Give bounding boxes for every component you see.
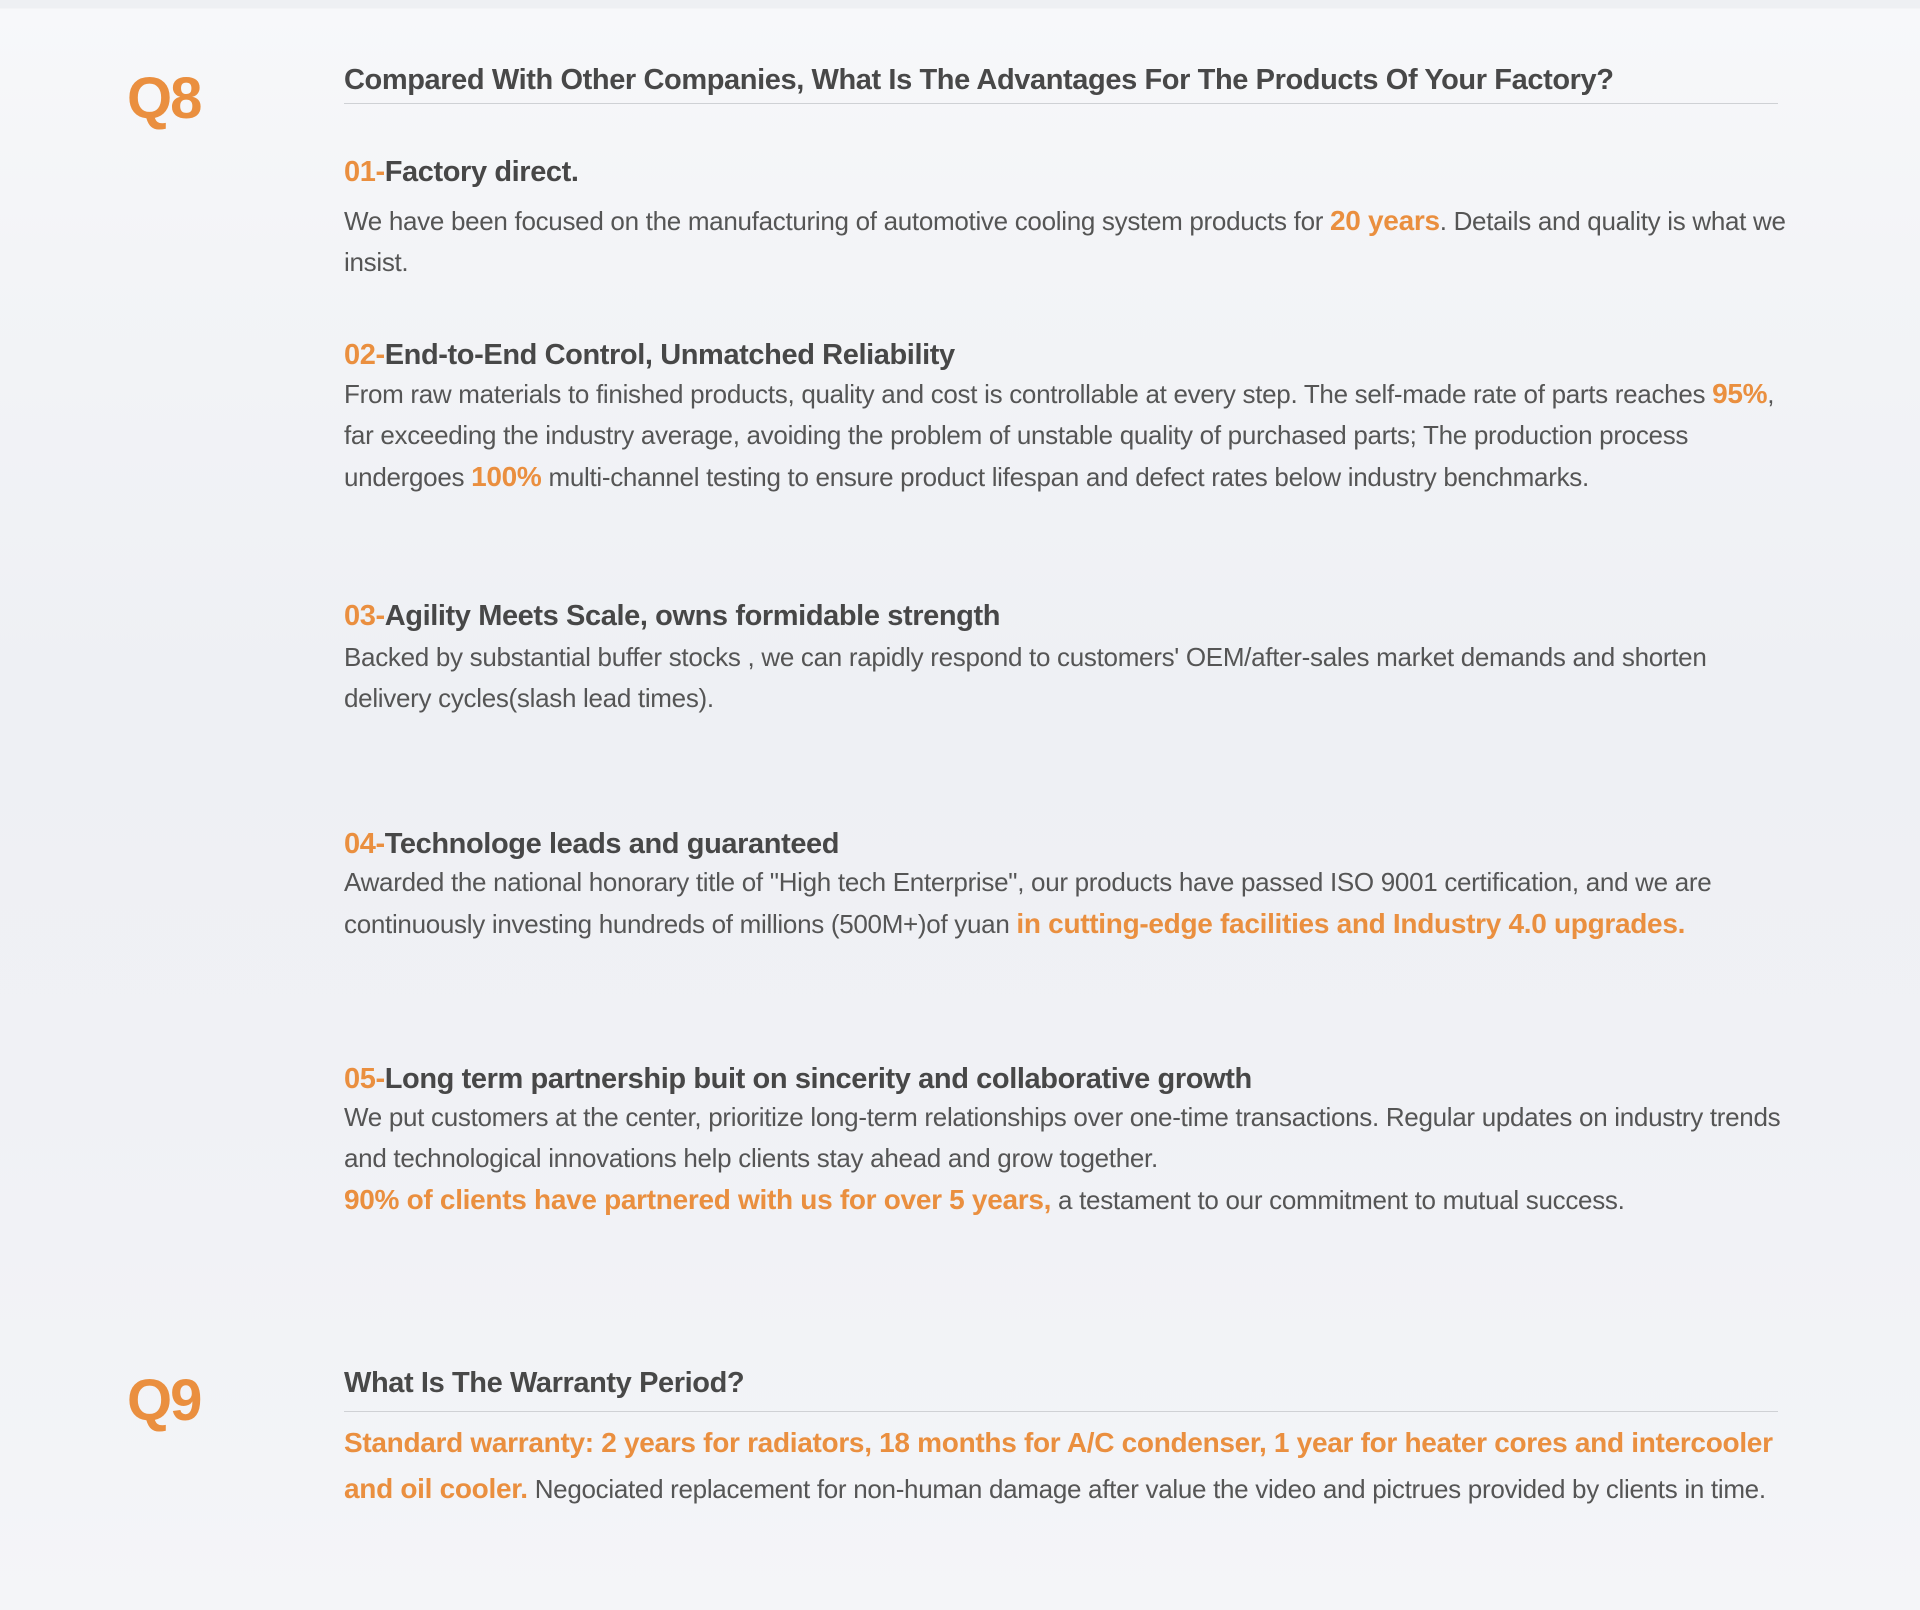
- advantage-number: 01-: [344, 156, 385, 188]
- advantage-description: [344, 862, 1789, 945]
- highlight-text: 90% of clients have partnered with us for over 5 years,: [344, 1184, 1052, 1215]
- advantage-number: 02-: [344, 339, 385, 371]
- question-number: Q9: [127, 1368, 201, 1433]
- advantage-number: 03-: [344, 600, 385, 632]
- body-text: a testament to our commitment to mutual success.: [1051, 1185, 1625, 1215]
- advantage-description: [344, 373, 1789, 498]
- body-text: Awarded the national honorary title of "High tech Enterprise", our products have passed ISO 9001 certification, and we are continuously investing hundreds of millions (500M+)of yuan: [344, 867, 1712, 939]
- answer-text: [344, 1420, 1784, 1512]
- advantage-title: Factory direct.: [384, 156, 579, 188]
- body-text: , far exceeding the industry average, avoiding the problem of unstable quality of purchased parts; The production process undergoes: [344, 379, 1775, 492]
- question-title: Compared With Other Companies, What Is The Advantages For The Products Of Your Factory?: [344, 64, 1614, 96]
- advantage-item-01: [344, 158, 1789, 283]
- body-text: From raw materials to finished products, quality and cost is controllable at every step. The self-made rate of parts reaches: [344, 379, 1713, 409]
- advantage-title: Agility Meets Scale, owns formidable strength: [384, 600, 1001, 632]
- advantage-number: 05-: [344, 1063, 385, 1095]
- highlight-text: in cutting-edge facilities and Industry 4.0 upgrades.: [1016, 908, 1686, 939]
- highlight-text: 100%: [471, 461, 542, 492]
- question-number: Q8: [127, 66, 201, 131]
- advantage-description: [344, 1097, 1789, 1221]
- advantage-item-02: [344, 341, 1789, 498]
- advantage-item-03: [344, 602, 1789, 719]
- advantage-number: 04-: [344, 828, 385, 860]
- advantage-heading: [344, 158, 1789, 187]
- advantage-item-04: [344, 830, 1789, 945]
- question-title: What Is The Warranty Period?: [344, 1367, 745, 1399]
- question-divider: [344, 1411, 1778, 1412]
- advantage-heading: [344, 602, 1789, 631]
- advantage-title: End-to-End Control, Unmatched Reliability: [384, 339, 955, 371]
- body-text: We put customers at the center, prioritize long-term relationships over one-time transactions. Regular updates on industry trends and technological innovations help clients stay ahead and grow together.: [344, 1102, 1781, 1173]
- advantage-description: [344, 200, 1789, 283]
- warranty-answer: [344, 1420, 1784, 1512]
- advantage-heading: [344, 341, 1789, 370]
- question-divider: [344, 103, 1778, 104]
- body-text: Negociated replacement for non-human damage after value the video and pictrues provided by clients in time.: [527, 1474, 1766, 1504]
- advantage-item-05: [344, 1065, 1789, 1221]
- advantage-description: Backed by substantial buffer stocks , we can rapidly respond to customers' OEM/after-sales market demands and shorten delivery cycles(slash lead times).: [344, 642, 1707, 713]
- highlight-text: Standard warranty: 2 years for radiators, 18 months for A/C condenser, 1 year for heater cores and intercooler and oil cooler.: [344, 1427, 1773, 1504]
- highlight-text: 95%: [1712, 378, 1768, 409]
- advantage-heading: [344, 830, 1789, 859]
- highlight-text: 20 years: [1330, 205, 1440, 236]
- advantage-title: Long term partnership buit on sincerity and collaborative growth: [384, 1063, 1252, 1095]
- advantage-heading: [344, 1065, 1789, 1094]
- body-text: We have been focused on the manufacturing of automotive cooling system products for: [344, 206, 1331, 236]
- advantage-title: Technologe leads and guaranteed: [384, 828, 840, 860]
- body-text: multi-channel testing to ensure product lifespan and defect rates below industry benchmarks.: [541, 462, 1589, 492]
- body-text: . Details and quality is what we insist.: [344, 206, 1786, 277]
